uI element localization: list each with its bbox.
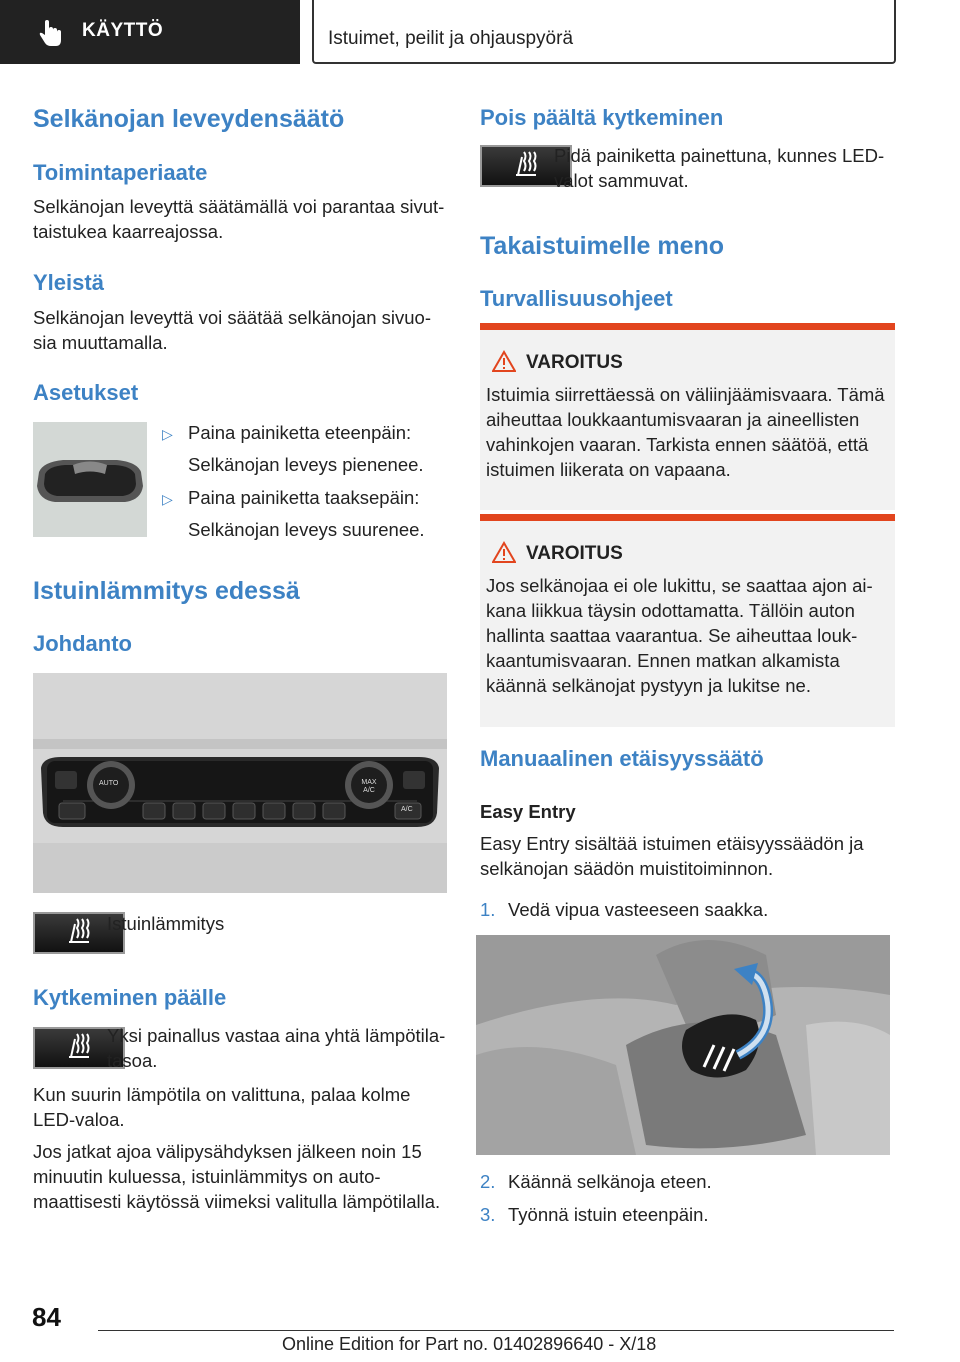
- continue-drive-text: Jos jatkat ajoa välipysähdyksen jälkeen noin 15 minuutin kuluessa, istuinlämmitys on auto-maattisesti käytössä viimeksi valitulla lämpötilalla.: [33, 1141, 441, 1212]
- step-3-text: Työnnä istuin eteenpäin.: [508, 1204, 709, 1225]
- max-level-text: Kun suurin lämpötila on valittuna, palaa kolme LED-valoa.: [33, 1084, 411, 1130]
- warning-triangle-icon: [492, 350, 516, 372]
- backrest-switch-icon: [33, 422, 147, 537]
- chapter-title: KÄYTTÖ: [82, 20, 164, 41]
- section-tab: [312, 0, 896, 64]
- step-3-number: 3.: [480, 1204, 496, 1225]
- step-2-text: Käännä selkänoja eteen.: [508, 1171, 712, 1192]
- step-2-number: 2.: [480, 1171, 496, 1192]
- step-1-number: 1.: [480, 899, 496, 920]
- warning-title: VAROITUS: [526, 352, 623, 373]
- warning-box-2: [480, 514, 895, 727]
- switch-off-heading: Pois päältä kytkeminen: [480, 105, 724, 130]
- seat-lever-illustration: [476, 935, 890, 1155]
- settings-item-2-action: Paina painiketta taaksepäin:: [188, 487, 420, 508]
- chapter-tab: [0, 0, 300, 64]
- settings-heading: Asetukset: [33, 380, 139, 405]
- footer-edition: Online Edition for Part no. 01402896640 - X/18: [282, 1334, 657, 1354]
- manual-adjust-heading: Manuaalinen etäisyyssäätö: [480, 746, 764, 771]
- step-1-text: Vedä vipua vasteeseen saakka.: [508, 899, 769, 920]
- seat-heating-caption: Istuinlämmitys: [107, 913, 225, 934]
- general-heading: Yleistä: [33, 270, 104, 295]
- bullet-triangle-icon: ▷: [162, 491, 173, 507]
- warning-triangle-icon: [492, 541, 516, 563]
- settings-item-1-result: Selkänojan leveys pienenee.: [188, 454, 424, 475]
- switch-on-heading: Kytkeminen päälle: [33, 985, 227, 1010]
- climate-panel-image: [33, 673, 447, 893]
- warning-text: Istuimia siirrettäessä on väliinjäämisvaara. Tämä aiheuttaa loukkaantumisvaaran ja aineellisten vahinkojen vaaran. Tarkista ennen säätöä, että istuimen liikerata on vapaana.: [486, 384, 885, 480]
- warning-box-1: [480, 323, 895, 510]
- seat-heating-title: Istuinlämmitys edessä: [33, 577, 300, 605]
- settings-item-2: [162, 485, 173, 512]
- seat-lever-image: [476, 935, 890, 1155]
- principle-text: Selkänojan leveyttä säätämällä voi parantaa sivut-taistukea kaarreajossa.: [33, 196, 445, 242]
- footer-divider: [98, 1330, 894, 1331]
- general-text: Selkänojan leveyttä voi säätää selkänojan sivuo-sia muuttamalla.: [33, 307, 431, 353]
- panel-label-max-ac: MAX A/C: [361, 779, 377, 794]
- panel-label-ac: A/C: [401, 806, 413, 813]
- switch-off-text: Pidä painiketta painettuna, kunnes LED-valot sammuvat.: [554, 145, 885, 191]
- easy-entry-text: Easy Entry sisältää istuimen etäisyyssäädön ja selkänojan säädön muistitoiminnon.: [480, 833, 864, 879]
- backrest-width-title: Selkänojan leveydensäätö: [33, 105, 345, 133]
- section-title: Istuimet, peilit ja ohjauspyörä: [328, 28, 574, 49]
- warning-text: Jos selkänojaa ei ole lukittu, se saattaa ajon ai-kana liikkua täysin odottamatta. Tällöin auton hallinta saattaa vaarantua. Se aiheuttaa louk-kaantumisvaaran. Ennen matkan alkamista käännä selkänojat pystyyn ja lukitse ne.: [486, 575, 873, 696]
- intro-heading: Johdanto: [33, 631, 132, 656]
- safety-heading: Turvallisuusohjeet: [480, 286, 673, 311]
- hand-pointer-icon: [36, 18, 66, 48]
- climate-panel-illustration: [33, 673, 447, 893]
- settings-item-2-result: Selkänojan leveys suurenee.: [188, 519, 425, 540]
- rear-access-title: Takaistuimelle meno: [480, 232, 725, 260]
- settings-item-1-action: Paina painiketta eteenpäin:: [188, 422, 412, 443]
- backrest-switch-image: [33, 422, 147, 537]
- easy-entry-heading: Easy Entry: [480, 801, 576, 822]
- bullet-triangle-icon: ▷: [162, 426, 173, 442]
- page-number: 84: [32, 1302, 61, 1332]
- settings-item-1: [162, 420, 173, 447]
- panel-label-auto: AUTO: [99, 780, 119, 787]
- principle-heading: Toimintaperiaate: [33, 160, 208, 185]
- switch-on-text: Yksi painallus vastaa aina yhtä lämpötila-tasoa.: [107, 1025, 446, 1071]
- warning-title: VAROITUS: [526, 543, 623, 564]
